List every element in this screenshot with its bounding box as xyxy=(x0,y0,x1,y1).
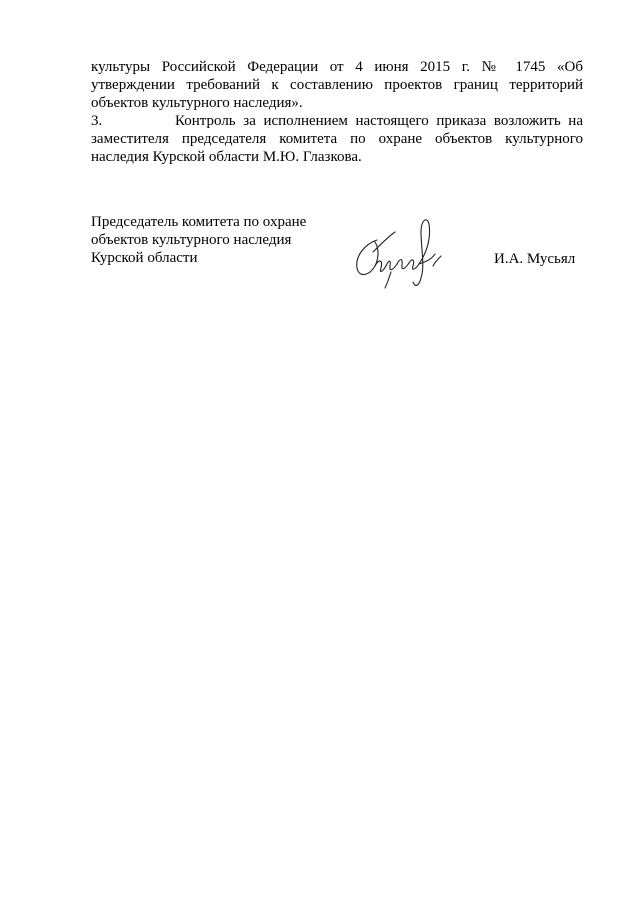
text-line: утверждении требований к составлению проектов границ территорий xyxy=(91,77,583,93)
item-3-first-line xyxy=(91,112,583,130)
signatory-name: И.А. Мусьял xyxy=(494,251,576,267)
document-body xyxy=(91,58,583,166)
position-line: Председатель комитета по охране xyxy=(91,214,307,230)
item-3-text: Контроль за исполнением настоящего приказа возложить на xyxy=(175,113,583,129)
text-line: заместителя председателя комитета по охране объектов культурного xyxy=(91,131,583,147)
text-line: наследия Курской области М.Ю. Глазкова. xyxy=(91,149,362,165)
text-line: объектов культурного наследия». xyxy=(91,95,303,111)
handwritten-signature xyxy=(345,208,465,290)
position-line: объектов культурного наследия xyxy=(91,232,292,248)
text-line: культуры Российской Федерации от 4 июня 2015 г. № 1745 «Об xyxy=(91,59,583,75)
item-number: 3. xyxy=(91,113,103,129)
signatory-position xyxy=(91,213,306,267)
position-line: Курской области xyxy=(91,250,198,266)
